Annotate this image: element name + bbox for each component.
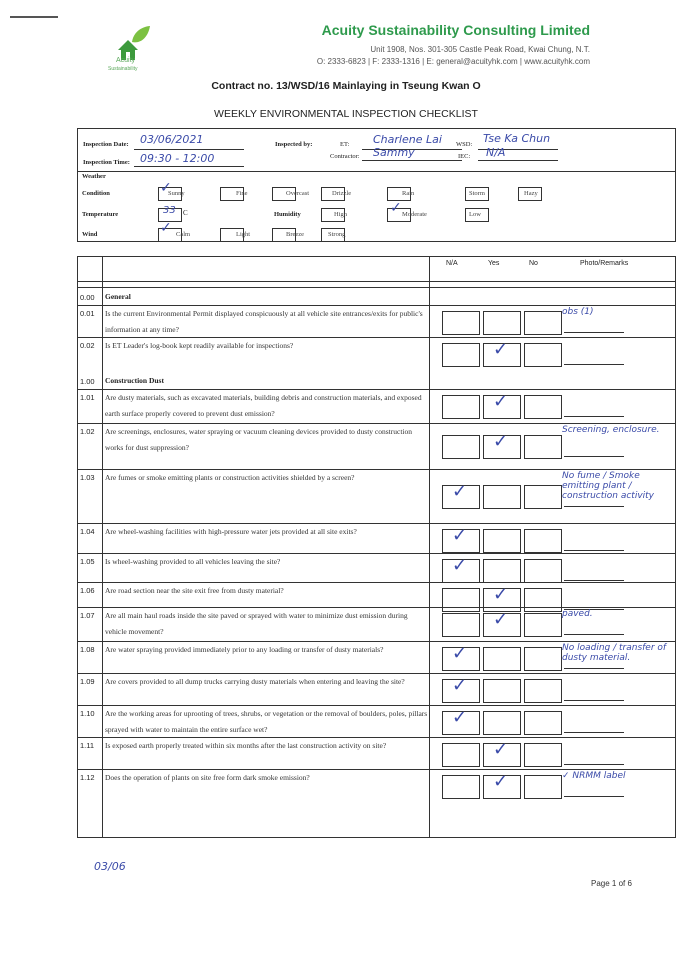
humidity-option: Low <box>469 211 481 218</box>
check-mark-icon: ✓ <box>493 339 509 360</box>
remark-line <box>564 732 624 733</box>
remark-line <box>564 364 624 365</box>
answer-box-yes[interactable] <box>483 559 521 583</box>
temperature-label: Temperature <box>82 211 119 218</box>
time-value[interactable]: 09:30 - 12:00 <box>140 152 215 165</box>
company-contact: O: 2333-6823 | F: 2333-1316 | E: general@acuityhk.com | www.acuityhk.com <box>316 57 590 66</box>
item-remark[interactable]: obs (1) <box>562 307 594 317</box>
item-question: Are covers provided to all dump trucks carrying dusty materials when entering and leaving the site? <box>105 677 405 686</box>
answer-box-no[interactable] <box>524 311 562 335</box>
remark-line <box>564 456 624 457</box>
condition-label: Condition <box>82 190 110 197</box>
date-value[interactable]: 03/06/2021 <box>140 133 204 146</box>
item-number: 1.03 <box>80 473 95 482</box>
condition-option: Fine <box>236 190 248 197</box>
answer-box-na[interactable] <box>442 343 480 367</box>
top-left-mark <box>10 16 58 18</box>
answer-box-yes[interactable] <box>483 711 521 735</box>
header-na: N/A <box>446 260 458 267</box>
item-question: Are fumes or smoke emitting plants or construction activities shielded by a screen? <box>105 473 355 482</box>
logo-word: Acuity <box>116 57 136 64</box>
item-number: 1.01 <box>80 393 95 402</box>
form-title: WEEKLY ENVIRONMENTAL INSPECTION CHECKLIST <box>214 108 478 120</box>
section-title: Construction Dust <box>105 376 164 385</box>
item-question: Are road section near the site exit free from dusty material? <box>105 586 284 595</box>
condition-option: Overcast <box>286 190 310 197</box>
answer-box-yes[interactable] <box>483 679 521 703</box>
check-mark-icon: ✓ <box>493 391 509 412</box>
answer-box-na[interactable] <box>442 435 480 459</box>
wind-option: Light <box>236 231 251 238</box>
check-mark-icon: ✓ <box>493 609 509 630</box>
section-number: 0.00 <box>80 293 95 302</box>
weather-title: Weather <box>82 173 106 180</box>
header-no: No <box>529 260 538 267</box>
weather-divider <box>78 171 675 172</box>
page-number: Page 1 of 6 <box>591 879 632 888</box>
wind-option: Strong <box>328 231 346 238</box>
check-mark-icon: ✓ <box>452 675 468 696</box>
remark-line <box>564 700 624 701</box>
handwritten-date: 03/06 <box>94 860 126 873</box>
item-number: 1.11 <box>80 741 95 750</box>
answer-box-no[interactable] <box>524 559 562 583</box>
item-question: Is exposed earth properly treated within six months after the last construction activity on site? <box>105 741 387 750</box>
item-question: Does the operation of plants on site free form dark smoke emission? <box>105 773 310 782</box>
answer-box-yes[interactable] <box>483 529 521 553</box>
item-question: Are the working areas for uprooting of trees, shrubs, or vegetation or the removal of boulders, poles, pillars sprayed with water to maintain the entire surface wet? <box>105 709 428 734</box>
item-number: 0.02 <box>80 341 95 350</box>
remark-line <box>564 634 624 635</box>
item-remark[interactable]: No loading / transfer of dusty material. <box>562 643 667 663</box>
answer-box-na[interactable] <box>442 311 480 335</box>
date-label: Inspection Date: <box>83 141 129 148</box>
answer-box-no[interactable] <box>524 613 562 637</box>
item-question: Are wheel-washing facilities with high-pressure water jets provided at all site exits? <box>105 527 357 536</box>
item-number: 1.02 <box>80 427 95 436</box>
answer-box-na[interactable] <box>442 743 480 767</box>
answer-box-na[interactable] <box>442 775 480 799</box>
wsd-value[interactable]: Tse Ka Chun <box>483 132 551 145</box>
inspected-by-label: Inspected by: <box>275 141 313 148</box>
check-mark-icon: ✓ <box>390 200 402 216</box>
answer-box-na[interactable] <box>442 613 480 637</box>
check-mark-icon: ✓ <box>452 525 468 546</box>
answer-box-no[interactable] <box>524 435 562 459</box>
answer-box-no[interactable] <box>524 395 562 419</box>
item-question: Are all main haul roads inside the site paved or sprayed with water to minimize dust emission during vehicle movement? <box>105 611 408 636</box>
condition-option: Hazy <box>524 190 538 197</box>
humidity-label: Humidity <box>274 211 301 218</box>
check-mark-icon: ✓ <box>452 555 468 576</box>
item-remark[interactable]: paved. <box>562 609 593 619</box>
temperature-unit: C <box>183 209 188 217</box>
remark-line <box>564 668 624 669</box>
item-number: 1.08 <box>80 645 95 654</box>
item-number: 1.06 <box>80 586 95 595</box>
logo-subtext: Sustainability <box>108 66 138 72</box>
humidity-option: Moderate <box>402 211 427 218</box>
item-number: 1.12 <box>80 773 95 782</box>
et-value[interactable]: Charlene Lai <box>373 133 442 146</box>
check-mark-icon: ✓ <box>493 739 509 760</box>
check-mark-icon: ✓ <box>493 584 509 605</box>
item-question: Is wheel-washing provided to all vehicles leaving the site? <box>105 557 281 566</box>
answer-box-yes[interactable] <box>483 485 521 509</box>
check-mark-icon: ✓ <box>452 481 468 502</box>
answer-box-no[interactable] <box>524 743 562 767</box>
wind-label: Wind <box>82 231 98 238</box>
check-mark-icon: ✓ <box>452 643 468 664</box>
answer-box-no[interactable] <box>524 679 562 703</box>
check-mark-icon: ✓ <box>493 771 509 792</box>
item-number: 0.01 <box>80 309 95 318</box>
item-number: 1.04 <box>80 527 95 536</box>
header-remarks: Photo/Remarks <box>580 260 629 267</box>
remark-line <box>564 796 624 797</box>
info-block <box>77 128 676 242</box>
temperature-value[interactable]: 33 <box>163 205 176 216</box>
check-mark-icon: ✓ <box>493 431 509 452</box>
section-title: General <box>105 292 131 301</box>
company-address: Unit 1908, Nos. 301-305 Castle Peak Road, Kwai Chung, N.T. <box>370 45 590 54</box>
item-question: Are dusty materials, such as excavated materials, building debris and construction materials, and exposed earth surface properly covered to prevent dust emission? <box>105 393 422 418</box>
answer-box-yes[interactable] <box>483 311 521 335</box>
answer-box-na[interactable] <box>442 395 480 419</box>
section-number: 1.00 <box>80 377 95 386</box>
checklist-table <box>77 256 676 838</box>
iec-value[interactable]: N/A <box>486 146 506 159</box>
remark-line <box>564 580 624 581</box>
remark-line <box>564 416 624 417</box>
remark-line <box>564 764 624 765</box>
item-remark[interactable]: ✓ NRMM label <box>562 771 626 781</box>
item-number: 1.05 <box>80 557 95 566</box>
remark-line <box>564 550 624 551</box>
check-mark-icon: ✓ <box>452 707 468 728</box>
wsd-label: WSD: <box>456 141 473 148</box>
time-label: Inspection Time: <box>83 159 130 166</box>
condition-option: Sunny <box>168 190 185 197</box>
wind-option: Calm <box>176 231 191 238</box>
item-number: 1.07 <box>80 611 95 620</box>
answer-box-yes[interactable] <box>483 647 521 671</box>
answer-box-no[interactable] <box>524 775 562 799</box>
item-question: Is the current Environmental Permit displayed conspicuously at all vehicle site entrances/exits for public's information at any time? <box>105 309 423 334</box>
answer-box-no[interactable] <box>524 485 562 509</box>
check-mark-icon: ✓ <box>160 220 172 236</box>
condition-option: Rain <box>402 190 415 197</box>
et-label: ET: <box>340 141 350 148</box>
condition-option: Drizzle <box>332 190 352 197</box>
item-question: Is ET Leader's log-book kept readily available for inspections? <box>105 341 294 350</box>
answer-box-no[interactable] <box>524 529 562 553</box>
item-remark[interactable]: Screening, enclosure. <box>562 425 660 435</box>
wind-option: Breeze <box>286 231 305 238</box>
answer-box-na[interactable] <box>442 588 480 612</box>
remark-line <box>564 506 624 507</box>
contractor-value[interactable]: Sammy <box>373 146 415 159</box>
answer-box-no[interactable] <box>524 588 562 612</box>
answer-box-no[interactable] <box>524 647 562 671</box>
remark-line <box>564 332 624 333</box>
iec-label: IEC: <box>458 153 471 160</box>
item-number: 1.10 <box>80 709 95 718</box>
answer-box-no[interactable] <box>524 343 562 367</box>
humidity-option: High <box>334 211 347 218</box>
answer-box-no[interactable] <box>524 711 562 735</box>
check-mark-icon: ✓ <box>160 180 172 196</box>
header-yes: Yes <box>488 260 500 267</box>
item-number: 1.09 <box>80 677 95 686</box>
item-remark[interactable]: No fume / Smoke emitting plant / construction activity <box>562 471 655 501</box>
item-question: Are screenings, enclosures, water spraying or vacuum cleaning devices provided to dusty construction works for dust suppression? <box>105 427 412 452</box>
item-question: Are water spraying provided immediately prior to any loading or transfer of dusty materials? <box>105 645 384 654</box>
company-name: Acuity Sustainability Consulting Limited <box>321 22 590 38</box>
contractor-label: Contractor: <box>330 153 360 160</box>
condition-option: Storm <box>469 190 485 197</box>
contract-title: Contract no. 13/WSD/16 Mainlaying in Tseung Kwan O <box>211 80 481 92</box>
